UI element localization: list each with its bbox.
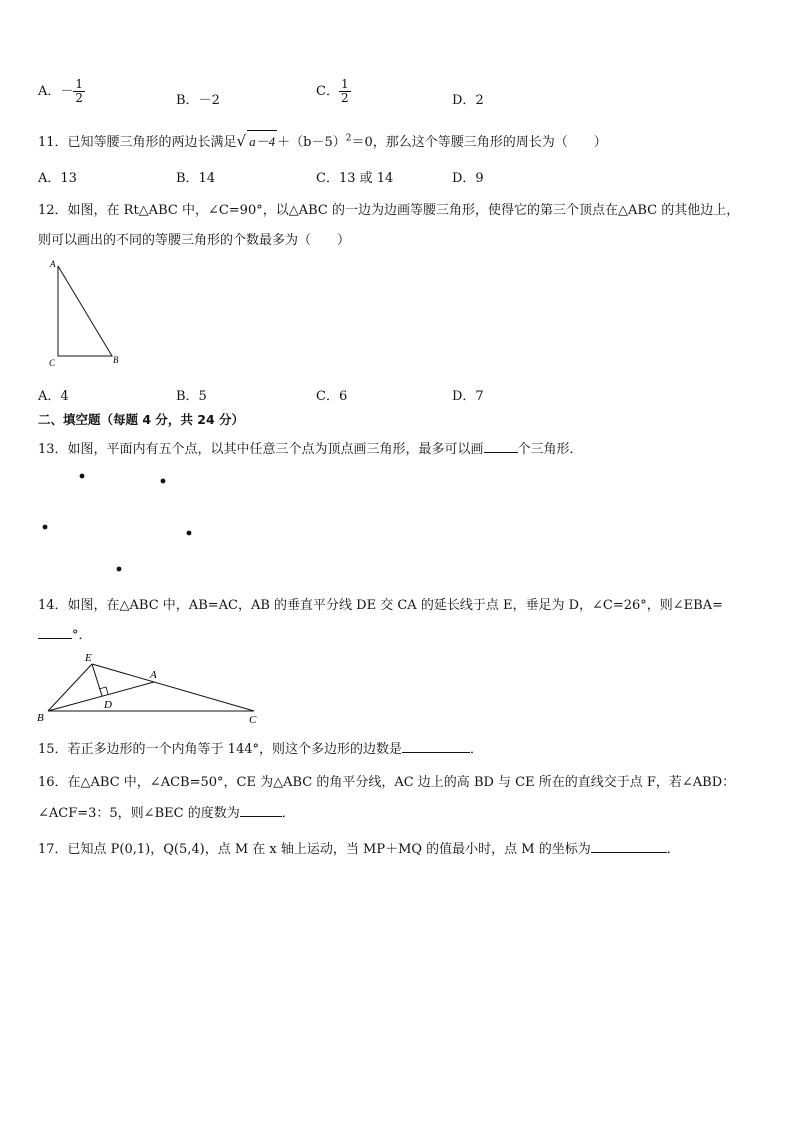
option-label: B． [176,93,199,108]
answer-blank [402,740,470,753]
q14-stem-line1: 14．如图，在△ABC 中，AB=AC，AB 的垂直平分线 DE 交 CA 的延长线于点 E，垂足为 D，∠C=26°，则∠EBA= [38,598,723,613]
q15-before: 15．若正多边形的一个内角等于 144°，则这个多边形的边数是 [38,742,402,757]
q12-option-c: C．6 [316,389,348,404]
q10-option-b [176,89,220,108]
q14-triangle-figure [34,648,274,728]
point [43,525,48,530]
denominator: 2 [340,91,349,106]
point-label-d: D [104,699,112,711]
answer-blank [591,840,667,853]
numerator: 1 [340,77,349,91]
q17-before: 17．已知点 P(0,1)，Q(5,4)，点 M 在 x 轴上运动，当 MP＋MQ 的值最小时，点 M 的坐标为 [38,842,591,857]
q15-after: ． [470,742,484,757]
q10-option-d [452,89,484,108]
option-value: －2 [198,93,220,108]
point-label-a: A [150,669,157,681]
minus-sign: － [60,84,74,100]
q10-option-a [38,78,85,105]
q11-suffix: ＝0，那么这个等腰三角形的周长为（ ） [351,135,607,150]
q11-option-c: C．13 或 14 [316,171,394,186]
sqrt-expression: a－4 [247,130,277,150]
option-label: C． [316,84,339,100]
q13-five-points-figure [30,465,210,580]
point-label-c: C [249,714,257,726]
q12-option-b: B．5 [176,389,207,404]
q11-option-a: A．13 [38,171,77,186]
section-heading: 二、填空题（每题 4 分，共 24 分） [38,412,245,427]
denominator: 2 [75,91,84,106]
option-value: 2 [475,93,484,108]
q15-stem [38,738,483,757]
point [80,474,85,479]
q12-option-a: A．4 [38,389,69,404]
q16-after: ． [281,806,295,821]
answer-blank [38,626,72,639]
q13-stem [38,438,583,457]
q11-prefix: 11．已知等腰三角形的两边长满足 [38,135,237,150]
q16-stem-line2 [38,802,295,821]
sqrt-icon: √ [236,132,247,150]
q14-after: °． [72,628,92,643]
numerator: 1 [75,77,84,91]
point [187,531,192,536]
vertex-label-a: A [50,259,56,269]
q10-option-c [316,78,351,105]
q11-mid: ＋（b－5） [277,135,346,150]
point [117,567,122,572]
fraction [73,78,85,105]
q14-stem-line2 [38,624,92,643]
answer-blank [484,440,518,453]
q16-before: ∠ACF=3：5，则∠BEC 的度数为 [38,806,240,821]
option-label: A． [38,84,61,100]
q12-option-d: D．7 [452,389,484,404]
vertex-label-b: B [113,355,119,365]
q13-before: 13．如图，平面内有五个点，以其中任意三个点为顶点画三角形，最多可以画 [38,442,484,457]
q11-stem [38,130,607,150]
point [161,479,166,484]
fraction [339,78,351,105]
q16-stem-line1: 16．在△ABC 中，∠ACB=50°，CE 为△ABC 的角平分线，AC 边上的高 BD 与 CE 所在的直线交于点 F，若∠ABD： [38,775,736,790]
exponent: 2 [345,133,352,144]
q12-stem-line2: 则可以画出的不同的等腰三角形的个数最多为（ ） [38,233,351,248]
point-label-e: E [85,652,92,664]
answer-blank [240,804,282,817]
q12-stem-line1: 12．如图，在 Rt△ABC 中，∠C=90°，以△ABC 的一边为边画等腰三角形，使得它的第三个顶点在△ABC 的其他边上， [38,203,740,218]
q13-after: 个三角形． [517,442,583,457]
q17-stem [38,838,680,857]
point-label-b: B [37,712,44,724]
option-label: D． [452,93,476,108]
vertex-label-c: C [49,358,56,368]
q17-after: ． [666,842,680,857]
q11-option-d: D．9 [452,171,484,186]
q11-option-b: B．14 [176,171,216,186]
q12-triangle-figure [40,258,130,370]
